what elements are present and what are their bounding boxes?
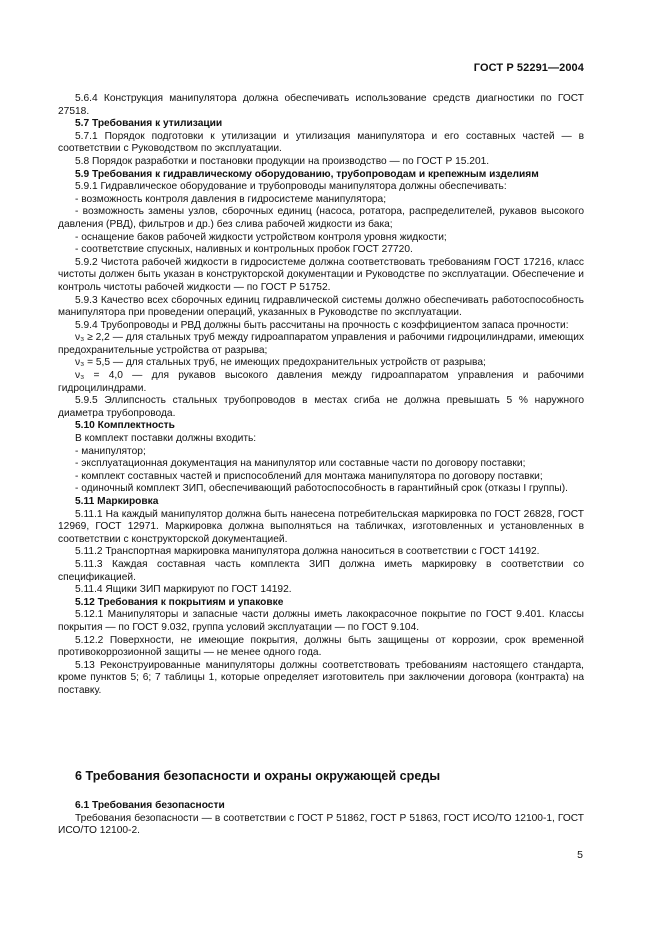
list-item: ν₃ = 4,0 — для рукавов высокого давления между гидроаппаратом управления и рабочими гидроцилиндрами.: [58, 370, 584, 394]
paragraph: 5.7.1 Порядок подготовки к утилизации и утилизация манипулятора и его составных частей — в соответствии с Руководством по эксплуатации.: [58, 130, 584, 155]
paragraph: 5.6.4 Конструкция манипулятора должна обеспечивать использование средств диагностики по ГОСТ 27518.: [58, 93, 584, 117]
section-heading: 5.9 Требования к гидравлическому оборудованию, трубопроводам и крепежным изделиям: [75, 168, 539, 180]
paragraph: Требования безопасности — в соответствии с ГОСТ Р 51862, ГОСТ Р 51863, ГОСТ ИСО/ТО 12100-1, ГОСТ ИСО/ТО 12100-2.: [58, 812, 584, 837]
list-item: - одиночный комплект ЗИП, обеспечивающий работоспособность в гарантийный срок (отказы I группы).: [75, 483, 568, 495]
list-item: - возможность контроля давления в гидросистеме манипулятора;: [75, 193, 387, 205]
list-item: - соответствие спускных, наливных и контрольных пробок ГОСТ 27720.: [75, 244, 413, 256]
paragraph: 5.12.2 Поверхности, не имеющие покрытия, должны быть защищены от коррозии, срок временной противокоррозионной защиты — не менее одного года.: [58, 634, 584, 659]
doc-code-header: ГОСТ Р 52291—2004: [473, 62, 584, 74]
paragraph: 5.8 Порядок разработки и постановки продукции на производство — по ГОСТ Р 15.201.: [75, 155, 490, 167]
paragraph: 5.11.2 Транспортная маркировка манипулятора должна наноситься в соответствии с ГОСТ 14192.: [75, 546, 540, 558]
list-item: - эксплуатационная документация на манипулятор или составные части по договору поставки;: [75, 458, 526, 470]
list-item: - возможность замены узлов, сборочных единиц (насоса, ротатора, распределителей, рукавов высокого давления (РВД), фильтров и др.) без слива рабочей жидкости из бака;: [58, 206, 584, 230]
section-heading: 5.12 Требования к покрытиям и упаковке: [75, 596, 284, 608]
page-number: 5: [577, 849, 583, 861]
paragraph: 5.9.1 Гидравлическое оборудование и трубопроводы манипулятора должны обеспечивать:: [75, 181, 507, 193]
paragraph: 5.11.4 Ящики ЗИП маркируют по ГОСТ 14192.: [75, 584, 292, 596]
document-body: [58, 93, 584, 698]
section-heading: 5.10 Комплектность: [75, 420, 175, 432]
list-item: - оснащение баков рабочей жидкости устройством контроля уровня жидкости;: [75, 231, 447, 243]
section-6-1: [58, 800, 584, 838]
list-item: - комплект составных частей и приспособлений для монтажа манипулятора по договору поставки;: [75, 470, 543, 482]
paragraph: 5.11.3 Каждая составная часть комплекта ЗИП должна иметь маркировку в соответствии со спецификацией.: [58, 558, 584, 583]
paragraph: В комплект поставки должны входить:: [75, 433, 257, 445]
section-heading: 6.1 Требования безопасности: [75, 800, 225, 811]
paragraph: 5.11.1 На каждый манипулятор должна быть нанесена потребительская маркировка по ГОСТ 26828, ГОСТ 12969, ГОСТ 12971. Маркировка должна выполняться на табличках, изготовленных и установленных в соответствии с конструкторской документацией.: [58, 508, 584, 545]
paragraph: 5.9.3 Качество всех сборочных единиц гидравлической системы должно обеспечивать работоспособность манипулятора при проведении операций, указанных в Руководстве по эксплуатации.: [58, 294, 584, 319]
section-heading: 5.11 Маркировка: [75, 496, 159, 507]
list-item: - манипулятор;: [75, 445, 146, 457]
section-heading: 5.7 Требования к утилизации: [75, 118, 223, 130]
paragraph: 5.9.4 Трубопроводы и РВД должны быть рассчитаны на прочность с коэффициентом запаса прочности:: [75, 319, 569, 331]
paragraph: 5.9.5 Эллипсность стальных трубопроводов в местах сгиба не должна превышать 5 % наружного диаметра трубопровода.: [58, 395, 584, 419]
list-item: ν₃ = 5,5 — для стальных труб, не имеющих предохранительных устройств от разрыва;: [75, 357, 486, 369]
paragraph: 5.9.2 Чистота рабочей жидкости в гидросистеме должна соответствовать требованиям ГОСТ 17216, класс чистоты должен быть указан в конструкторской документации и Руководстве по эксплуатации. Обеспечение и контроль чистоты рабочей жидкости — по ГОСТ Р 51752.: [58, 256, 584, 293]
chapter-heading: 6 Требования безопасности и охраны окружающей среды: [75, 769, 441, 783]
paragraph: 5.12.1 Манипуляторы и запасные части должны иметь лакокрасочное покрытие по ГОСТ 9.401. Классы покрытия — по ГОСТ 9.032, группа условий эксплуатации — по ГОСТ 9.104.: [58, 609, 584, 633]
paragraph: 5.13 Реконструированные манипуляторы должны соответствовать требованиям настоящего стандарта, кроме пунктов 5; 6; 7 таблицы 1, которые определяет изготовитель при заключении договора (контракта) на поставку.: [58, 659, 584, 696]
list-item: ν₃ ≥ 2,2 — для стальных труб между гидроаппаратом управления и рабочими гидроцилиндрами, имеющих предохранительные устройства от разрыва;: [58, 332, 584, 356]
